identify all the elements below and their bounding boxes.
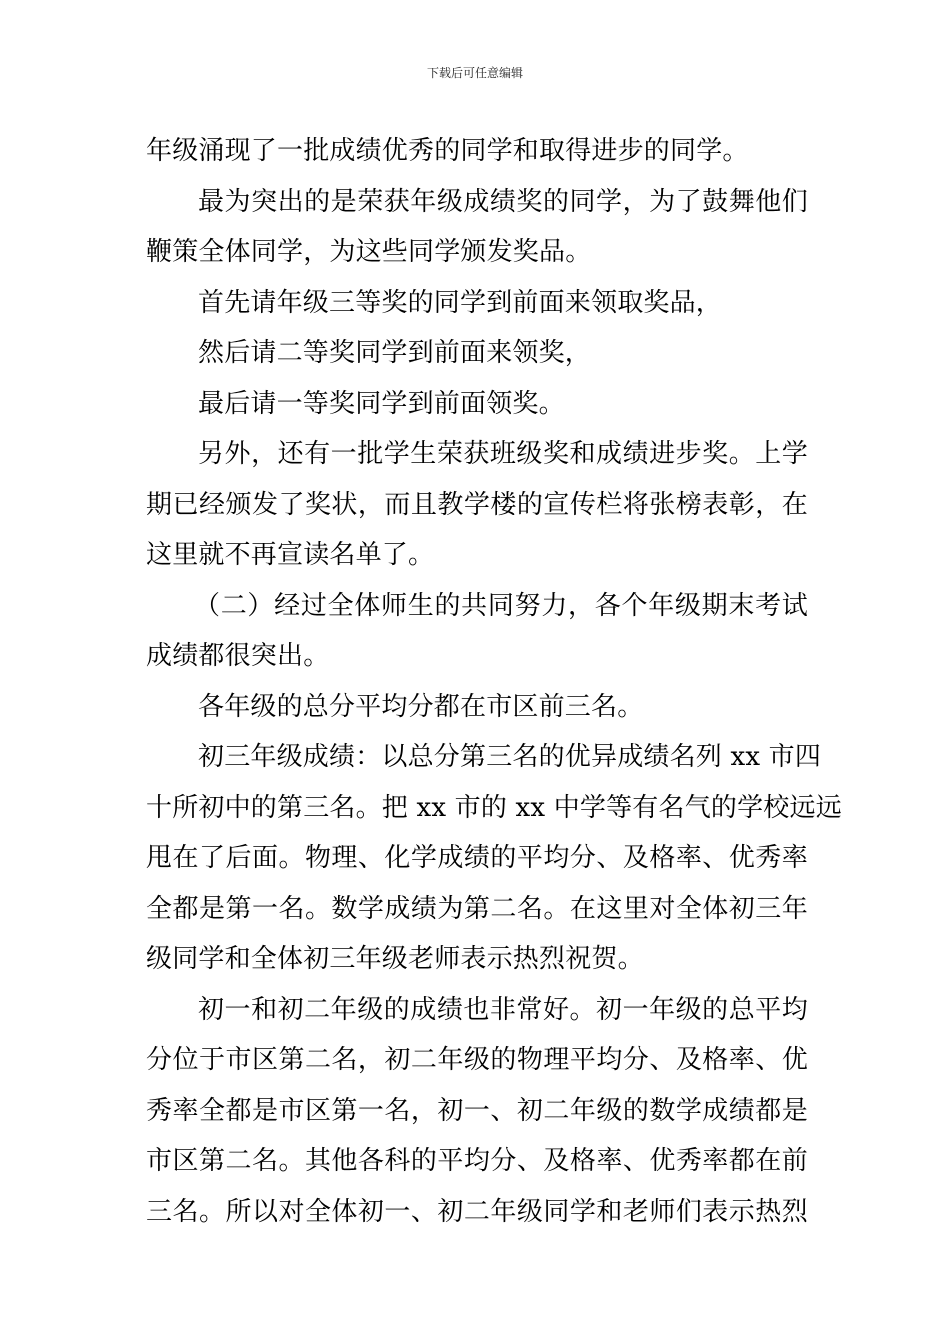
text-line: 期已经颁发了奖状，而且教学楼的宣传栏将张榜表彰，在 (146, 489, 808, 520)
text-line: 然后请二等奖同学到前面来领奖， (198, 338, 592, 368)
text-line: 鞭策全体同学，为这些同学颁发奖品。 (146, 237, 592, 267)
text-line: 秀率全都是市区第一名，初一、初二年级的数学成绩都是 (146, 1095, 808, 1126)
text-line: 分位于市区第二名，初二年级的物理平均分、及格率、优 (146, 1045, 808, 1075)
text-line: 十所初中的第三名。把 xx 市的 xx 中学等有名气的学校远远 (146, 792, 842, 823)
text-line: 首先请年级三等奖的同学到前面来领取奖品， (198, 287, 723, 318)
page-header-note: 下载后可任意编辑 (426, 66, 523, 80)
text-line: 各年级的总分平均分都在市区前三名。 (198, 691, 644, 722)
document-body (146, 126, 842, 1237)
text-line: 全都是第一名。数学成绩为第二名。在这里对全体初三年 (146, 893, 808, 924)
text-line: 最为突出的是荣获年级成绩奖的同学，为了鼓舞他们 (198, 186, 808, 217)
text-line: 年级涌现了一批成绩优秀的同学和取得进步的同学。 (146, 136, 749, 166)
text-line: 成绩都很突出。 (146, 641, 330, 671)
text-line: 另外，还有一批学生荣获班级奖和成绩进步奖。上学 (198, 439, 808, 469)
text-line: 这里就不再宣读名单了。 (146, 540, 435, 570)
text-line: 级同学和全体初三年级老师表示热烈祝贺。 (146, 944, 644, 974)
text-line: （二）经过全体师生的共同努力，各个年级期末考试 (194, 590, 808, 621)
text-line: 甩在了后面。物理、化学成绩的平均分、及格率、优秀率 (146, 843, 808, 873)
text-line: 初三年级成绩：以总分第三名的优异成绩名列 xx 市四 (198, 742, 822, 772)
text-line: 三名。所以对全体初一、初二年级同学和老师们表示热烈 (146, 1196, 808, 1227)
text-line: 市区第二名。其他各科的平均分、及格率、优秀率都在前 (146, 1146, 808, 1176)
text-line: 初一和初二年级的成绩也非常好。初一年级的总平均 (198, 994, 808, 1025)
text-line: 最后请一等奖同学到前面领奖。 (198, 388, 565, 419)
